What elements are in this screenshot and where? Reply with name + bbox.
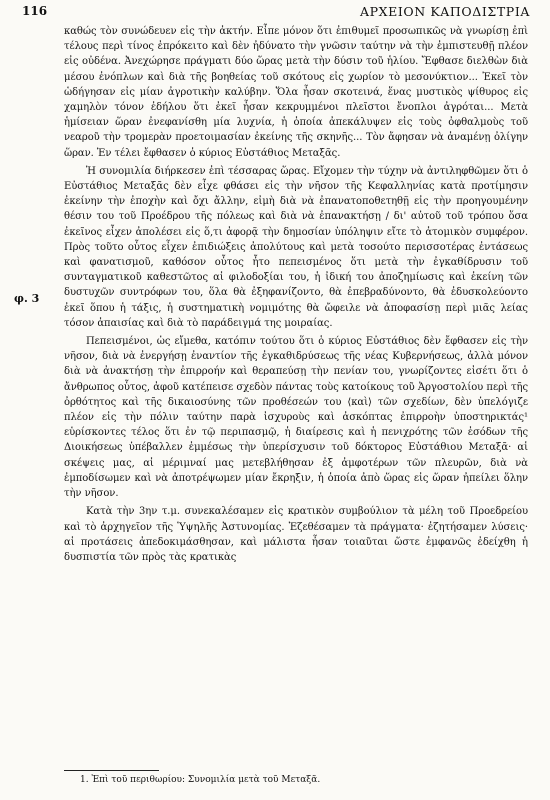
footnote-rule [64,770,159,771]
footnote: 1. Ἐπὶ τοῦ περιθωρίου: Συνομιλία μετὰ τοῦ Μεταξᾶ. [80,775,321,785]
running-title: ΑΡΧΕΙΟΝ ΚΑΠΟΔΙΣΤΡΙΑ [360,4,530,19]
page-number: 116 [22,4,48,18]
page-header [22,4,530,22]
body-text [64,24,528,565]
paragraph-3: Πεπεισμένοι, ὡς εἴμεθα, κατόπιν τούτου ὅτι ὁ κύριος Εὐστάθιος δὲν ἔφθασεν εἰς τὴν νῆσον, διὰ νὰ ἐνεργήσῃ ἐναντίον τῆς ἐγκαθιδρύσεως τῆς νέας Κυβερνήσεως, ἀλλὰ μόνον διὰ νὰ ἀνακτήσῃ τὴν ἐπιρροήν καὶ θεραπεύσῃ τὴν πενίαν του, γνωρίζοντες εἰσέτι ὅτι ὁ ἄνθρωπος οὗτος, ἀφοῦ κατέπεισε σχεδὸν πάντας τοὺς κατοίκους τοῦ Ἀργοστολίου περὶ τῆς ὀρθότητος καὶ τῆς δικαιοσύνης τῶν προθέσεών του ⟨καὶ⟩ τῶν σχεδίων, δὲν ὑπελόγιζε πλέον εἰς τὴν πόλιν ταύτην παρὰ ἰσχυροὺς καὶ ἀσκόπτας ἐπιρροὴν ὑποστηρικτάς¹ εὑρίσκοντες τέλος ὅτι ἐν τῷ περιπασμῷ, ἡ διαίρεσις καὶ ἡ πενιχρότης τῶν ἐσόδων τῆς Διοικήσεως ὑπέβαλλεν ἐμμέσως τὴν ὑπερίσχυσιν τοῦ δόκτορος Εὐστάθιου Μεταξᾶ· αἱ σκέψεις μας, αἱ μέριμναί μας μετεβλήθησαν ἐξ ἀμφοτέρων τῶν πλευρῶν, διὰ νὰ ἐμποδίσωμεν καὶ νὰ ἀποτρέψωμεν μίαν ἔκρηξιν, ἡ ὁποία ἀπὸ ὥρας εἰς ὥραν ἠπείλει ὅλην τὴν νῆσον. [64,336,528,500]
paragraph-1: καθώς τὸν συνώδευεν εἰς τὴν ἀκτήν. Εἶπε μόνον ὅτι ἐπιθυμεῖ προσωπικῶς νὰ γνωρίσῃ ἐπὶ τέλους περὶ τίνος ἐπρόκειτο καὶ δὲν ἠδύνατο τὴν γνῶσιν ταύτην νὰ τὴν ἐμπιστευθῇ πλέον εἰς οὐδένα. Ἀνεχώρησε πράγματι δύο ὥρας μετὰ τὴν δύσιν τοῦ ἡλίου. Ἔφθασε διελθὼν διὰ μέσου ἐνόπλων καὶ διὰ τῆς βοηθείας τοῦ σκότους εἰς χωρίον τὸ μεσονύκτιον... Ἐκεῖ τὸν ὡδήγησαν εἰς μίαν ἀγροτικὴν καλύβην. Ὅλα ἦσαν σκοτεινά, ἕνας μυστικὸς ψίθυρος εἰς χαμηλὸν τόνον ἐδήλου ὅτι ἐκεῖ ἦσαν κεκρυμμένοι πλεῖστοι ἔνοπλοι ἀγρόται... Μετὰ ἡμίσειαν ὥραν ἐνεφανίσθη μία λυχνία, ἡ ὁποία ἀπεκάλυψεν εἰς τοὺς ὀφθαλμοὺς τοῦ νεαροῦ τὴν τρομερὰν προετοιμασίαν ἐκείνης τῆς σκηνῆς... Τὸν ἄφησαν νὰ ἀναμένῃ ὀλίγην ὥραν. Ἐν τέλει ἔφθασεν ὁ κύριος Εὐστάθιος Μεταξᾶς. [64,26,528,159]
marginal-folio-note: φ. 3 [14,292,40,305]
paragraph-2: Ἡ συνομιλία διήρκεσεν ἐπὶ τέσσαρας ὥρας. Εἴχομεν τὴν τύχην νὰ ἀντιληφθῶμεν ὅτι ὁ Εὐστάθιος Μεταξᾶς δὲν εἶχε φθάσει εἰς τὴν νῆσον τῆς Κεφαλληνίας κατὰ προτίμησιν ἐκείνην τὴν ἐποχὴν καὶ ὄχι ἄλλην, εἰμὴ διὰ νὰ ἐπανατοποθετηθῇ εἰς τὴν προηγουμένην θέσιν του τοῦ Προέδρου τῆς πόλεως καὶ διὰ νὰ ἐπανακτήσῃ / δι' αὐτοῦ τοῦ τρόπου ὅσα ἐκεῖνος εἶχεν ἀπολέσει εἰς ὅ,τι ἀφορᾷ τὴν δημοσίαν ὑπόληψιν εἴτε τὸ ἀτομικὸν συμφέρον. Πρὸς τοῦτο οὗτος εἶχεν ἐπιδιώξεις ἀπολύτους καὶ μετὰ τοσούτο περισσοτέρας ἐντάσεως καὶ φανατισμοῦ, καθόσον οὗτος ἦτο πεπεισμένος ὅτι μετὰ τὴν ἐγκαθίδρυσιν τοῦ συνταγματικοῦ καθεστῶτος αἱ φιλοδοξίαι του, ἡ ἰδική του ἀποζημίωσις καὶ ἐκείνη τῶν δυστυχῶν συντρόφων του, ὅλα θὰ ἐξηφανίζοντο, θὰ ἐπεβραδύνοντο, θὰ ἐδυσκολεύοντο ἐκεῖ ὅπου ἡ τάξις, ἡ συστηματικὴ νομιμότης θὰ ὤφειλε νὰ ἀποφασίσῃ περὶ μιᾶς λείας τόσον ἀπαισίας καὶ διὰ τὸ παράδειγμά της μοιραίας. [64,165,528,329]
paragraph-4: Κατὰ τὴν 3ην τ.μ. συνεκαλέσαμεν εἰς κρατικὸν συμβούλιον τὰ μέλη τοῦ Προεδρείου καὶ τὸ ἀρχηγεῖον τῆς Ὑψηλῆς Ἀστυνομίας. Ἐζεθέσαμεν τὰ πράγματα· ἐζητήσαμεν λύσεις· αἱ προτάσεις ἀπεδοκιμάσθησαν, καὶ μάλιστα ἦσαν τοιαῦται ὥστε ἐμφανῶς ἐδείχθη ἡ δυσπιστία τῶν πρὸς τὰς κρατικὰς [64,506,528,563]
